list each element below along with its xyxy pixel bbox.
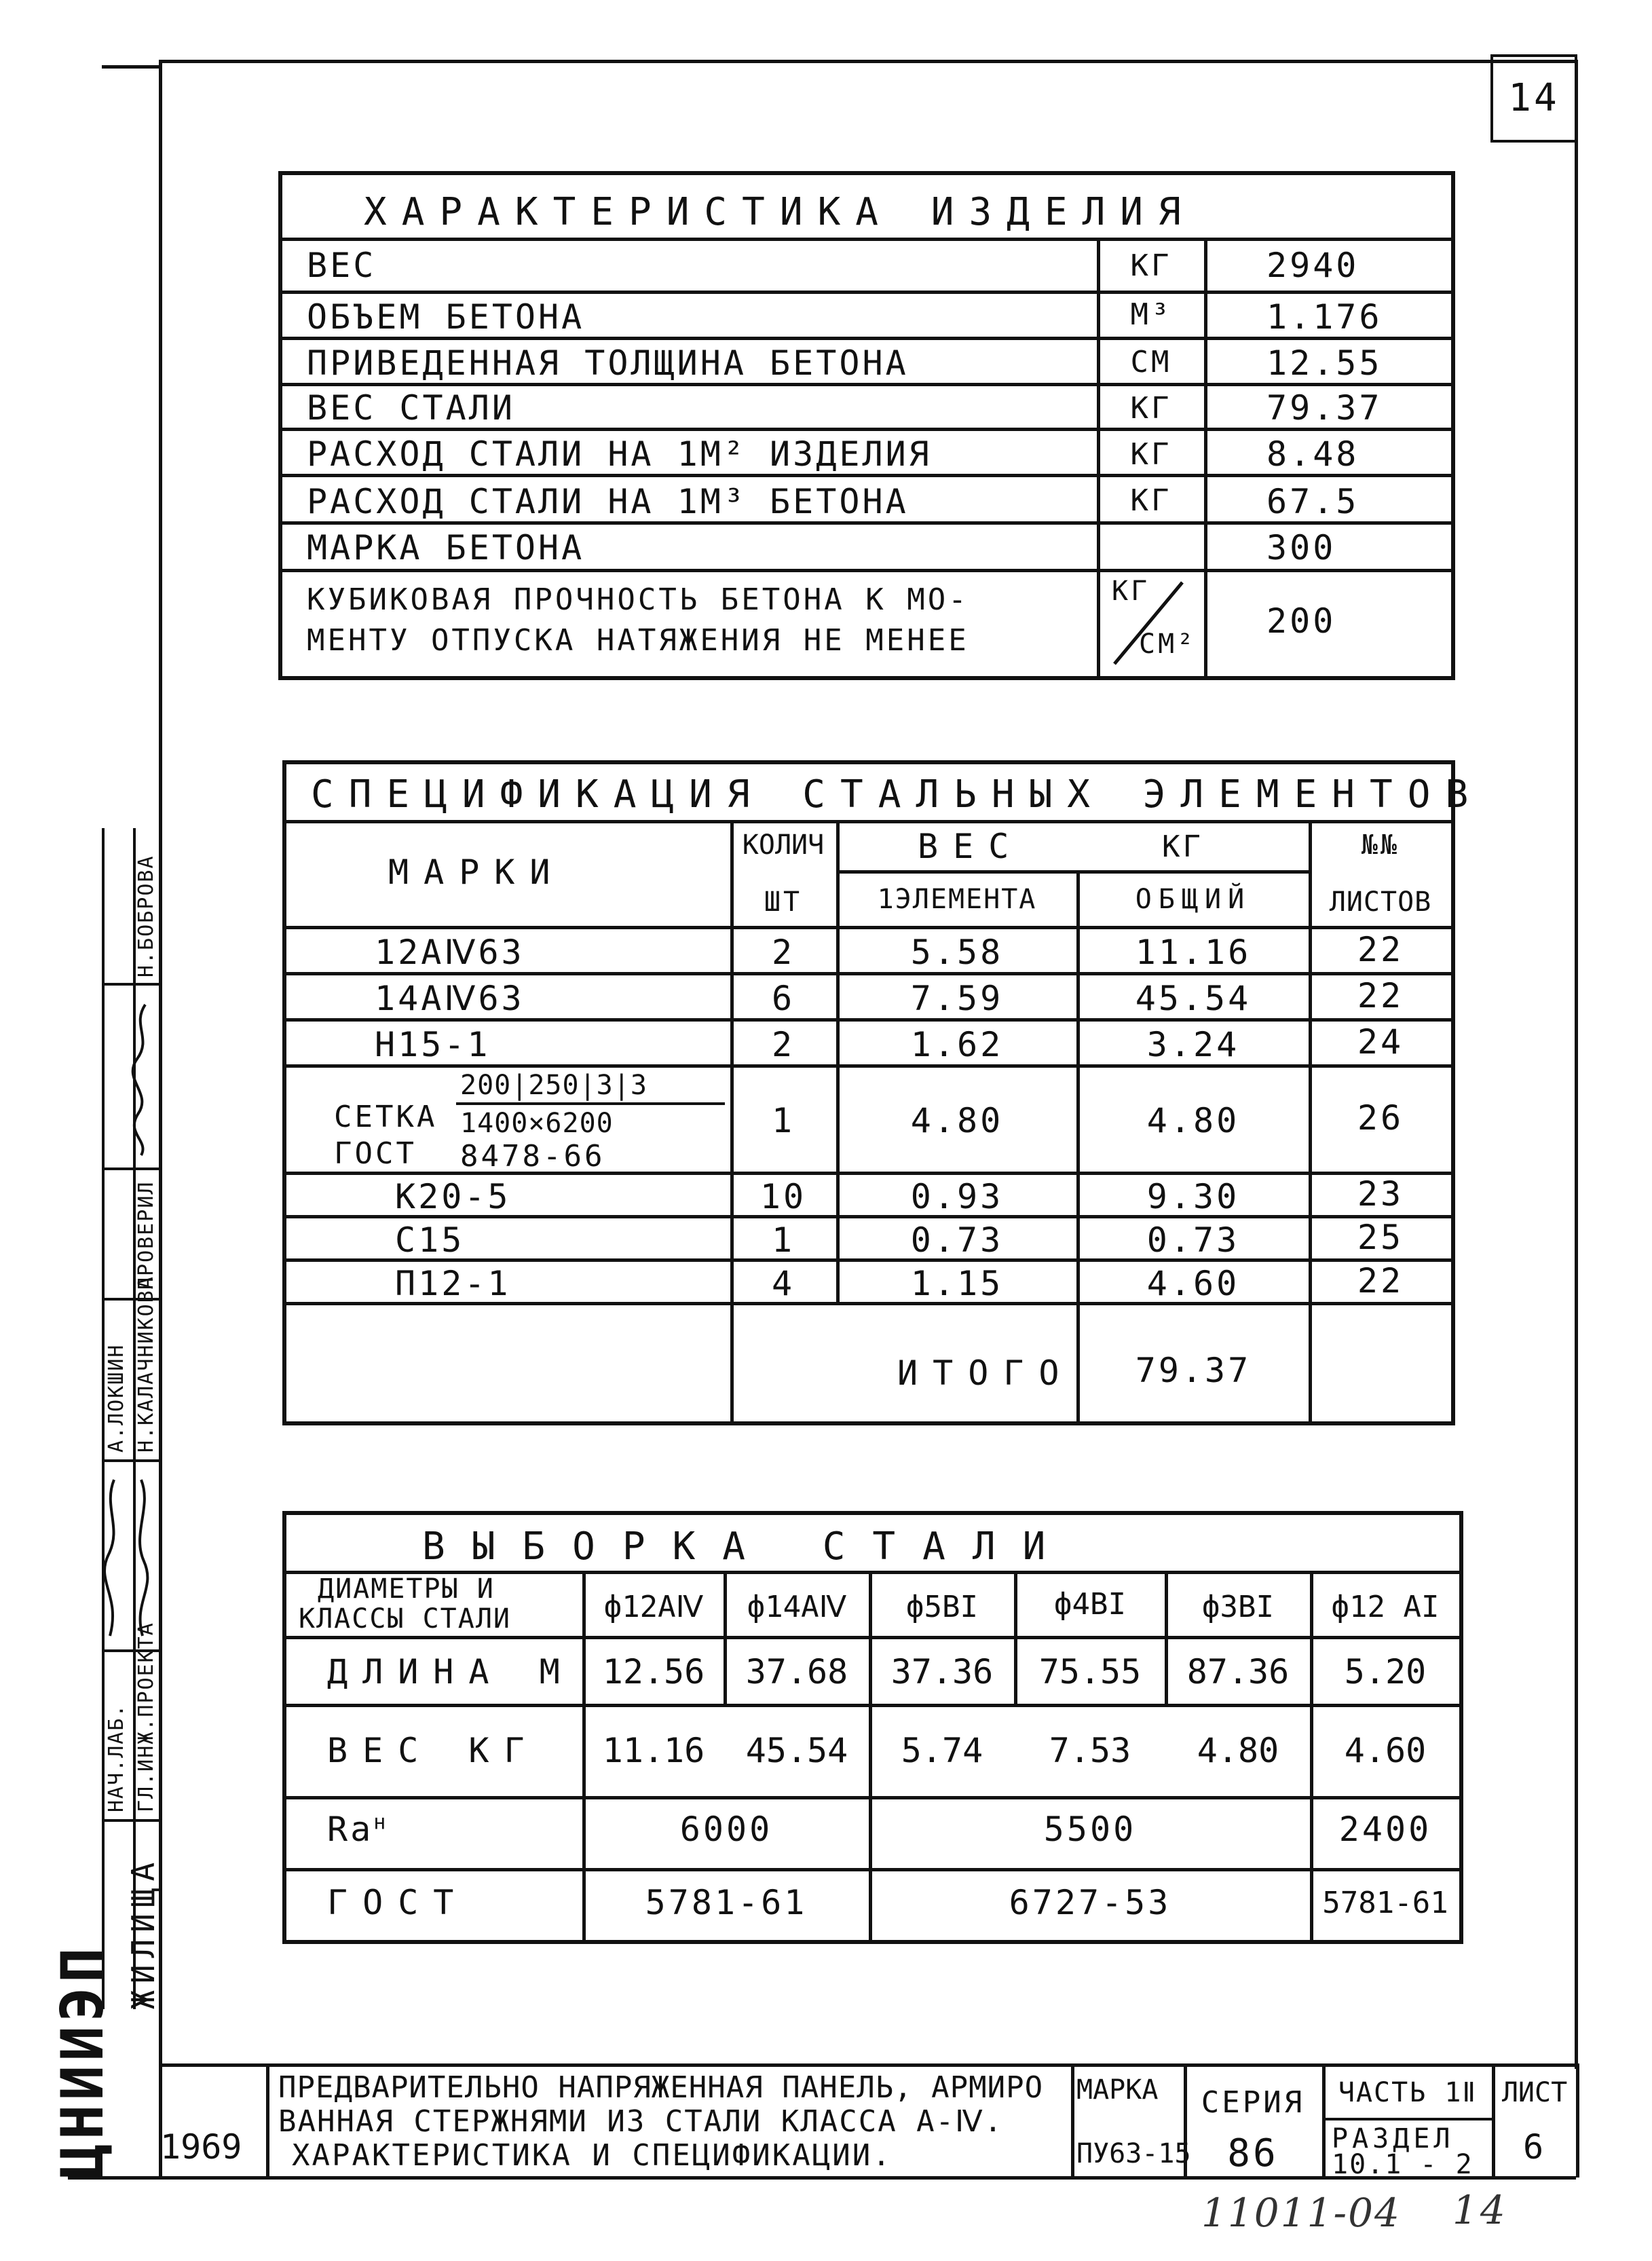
footer-code: 11011-04 (1201, 2190, 1401, 2236)
spec-mark: П12-1 (395, 1264, 511, 1303)
char-unit: СМ (1130, 345, 1172, 379)
selection-ra-sup: н (373, 1810, 389, 1835)
selection-gost-value: 6727-53 (1009, 1883, 1171, 1922)
selection-length: 5.20 (1344, 1652, 1427, 1692)
characteristics-table (278, 171, 1455, 680)
char-unit-bottom: СМ² (1139, 629, 1197, 660)
divider (282, 291, 1451, 294)
spec-mark: 12АⅣ63 (375, 933, 525, 972)
stamp-lab-head-name: А.ЛОКШИН (105, 1343, 128, 1453)
spec-mesh-spec-gost: 8478-66 (460, 1139, 605, 1174)
selection-weight: 4.60 (1344, 1731, 1427, 1770)
char-label: РАСХОД СТАЛИ НА 1М² ИЗДЕЛИЯ (307, 434, 932, 474)
selection-gost-label: ГОСТ (327, 1883, 469, 1922)
spec-mesh-gost-label: ГОСТ (334, 1136, 417, 1171)
signature-project-head (125, 1473, 157, 1643)
selection-weight: 45.54 (745, 1731, 848, 1770)
sheet-number: 14 (1508, 76, 1560, 120)
divider (286, 1868, 1459, 1871)
spec-qty: 4 (771, 1264, 795, 1303)
selection-weight: 5.74 (901, 1731, 983, 1770)
selection-ra-value: 5500 (1043, 1810, 1137, 1849)
char-value: 8.48 (1266, 434, 1359, 474)
divider (286, 1704, 1459, 1707)
stamp-project-head-name: Н.КАЛАЧНИКОВА (134, 1275, 158, 1453)
char-value: 1.176 (1266, 297, 1383, 337)
divider (286, 1064, 1451, 1068)
spec-sheet: 22 (1357, 976, 1404, 1015)
char-unit-top: КГ (1112, 576, 1150, 607)
char-value: 200 (1266, 601, 1336, 641)
char-value: 2940 (1266, 246, 1359, 285)
title-sheet-value: 6 (1522, 2127, 1547, 2167)
spec-per: 1.62 (910, 1025, 1004, 1064)
divider (282, 521, 1451, 525)
spec-header-qty-unit: ШТ (764, 886, 803, 918)
spec-per: 0.73 (910, 1220, 1004, 1260)
char-label: ВЕС (307, 246, 377, 285)
divider (1322, 2118, 1492, 2120)
title-mark-label: МАРКА (1076, 2074, 1159, 2106)
stamp-lab-head-label: НАЧ.ЛАБ. (105, 1703, 128, 1812)
selection-length: 87.36 (1186, 1652, 1290, 1692)
divider (282, 337, 1451, 340)
spec-per: 7.59 (910, 979, 1004, 1018)
spec-mark: С15 (395, 1220, 465, 1260)
selection-length: 12.56 (602, 1652, 705, 1692)
spec-header-qty: КОЛИЧ (742, 829, 825, 861)
char-label: ПРИВЕДЕННАЯ ТОЛЩИНА БЕТОНА (307, 343, 909, 383)
title-description-line2: ВАННАЯ СТЕРЖНЯМИ ИЗ СТАЛИ КЛАССА А-Ⅳ. (278, 2104, 1004, 2139)
spec-qty: 10 (759, 1177, 807, 1216)
char-label: МАРКА БЕТОНА (307, 528, 585, 567)
selection-length: 37.36 (890, 1652, 994, 1692)
divider (836, 870, 1309, 874)
spec-total: 9.30 (1146, 1177, 1240, 1216)
characteristics-title: ХАРАКТЕРИСТИКА ИЗДЕЛИЯ (364, 190, 1196, 234)
selection-ra-value: 6000 (679, 1810, 773, 1849)
divider (266, 2063, 269, 2178)
spec-sheet: 25 (1357, 1218, 1404, 1257)
char-unit: КГ (1130, 248, 1172, 283)
signature-checked (125, 998, 157, 1161)
selection-weight: 4.80 (1197, 1731, 1279, 1770)
sheet-number-box (1490, 54, 1577, 143)
divider (286, 926, 1451, 929)
spec-mark: 14АⅣ63 (375, 979, 525, 1018)
stamp-checked-name: Н.БОБРОВА (134, 855, 158, 977)
selection-length: 75.55 (1038, 1652, 1142, 1692)
spec-sheet: 24 (1357, 1022, 1404, 1062)
title-section-value: 10.1 - 2 (1332, 2149, 1473, 2180)
title-section-label: РАЗДЕЛ (1332, 2123, 1454, 2154)
spec-header-weight: ВЕС (918, 827, 1024, 866)
stamp-divider (102, 1167, 159, 1170)
spec-mark: Н15-1 (375, 1025, 491, 1064)
char-unit: КГ (1130, 437, 1172, 472)
selection-column: ф12АⅣ (603, 1590, 704, 1624)
stamp-project-head-label: ГЛ.ИНЖ.ПРОЕКТА (134, 1622, 158, 1812)
divider (1071, 2063, 1074, 2178)
stamp-divider (102, 983, 159, 986)
signature-lab-head (95, 1473, 129, 1643)
divider (1204, 238, 1207, 676)
selection-ra-label (327, 1810, 388, 1849)
selection-col-header-line2: КЛАССЫ СТАЛИ (299, 1603, 511, 1634)
selection-gost-value: 5781-61 (1322, 1886, 1448, 1920)
divider (286, 972, 1451, 975)
institute-name: ЖИЛИЩА (125, 1855, 162, 2009)
frame-top (159, 60, 1576, 63)
spec-per: 5.58 (910, 933, 1004, 972)
char-value: 12.55 (1266, 343, 1383, 383)
title-year: 1969 (160, 2127, 242, 2167)
char-value: 67.5 (1266, 482, 1359, 521)
selection-weight-label: ВЕС КГ (327, 1731, 540, 1770)
spec-total: 11.16 (1135, 933, 1252, 972)
selection-column: ф14АⅣ (747, 1590, 847, 1624)
spec-sheet: 26 (1357, 1098, 1404, 1138)
spec-total: 4.60 (1146, 1264, 1240, 1303)
selection-gost-value: 5781-61 (645, 1883, 808, 1922)
spec-sheet: 22 (1357, 930, 1404, 969)
divider (286, 1636, 1459, 1639)
spec-sheet: 23 (1357, 1174, 1404, 1214)
char-label: ОБЪЕМ БЕТОНА (307, 297, 585, 337)
spec-total: 0.73 (1146, 1220, 1240, 1260)
spec-mark: К20-5 (395, 1177, 511, 1216)
title-part-label: ЧАСТЬ 1Ⅱ (1338, 2077, 1478, 2108)
selection-weight: 11.16 (602, 1731, 705, 1770)
title-block-right (1576, 2063, 1579, 2178)
spec-mesh-spec-mid: 1400×6200 (460, 1108, 614, 1139)
spec-per: 0.93 (910, 1177, 1004, 1216)
spec-mesh-fraction-line (456, 1102, 725, 1105)
spec-mesh-label: СЕТКА (334, 1100, 438, 1134)
divider (286, 1018, 1451, 1022)
frame-top-stub (102, 65, 159, 69)
char-label-line2: МЕНТУ ОТПУСКА НАТЯЖЕНИЯ НЕ МЕНЕЕ (307, 623, 969, 658)
spec-header-marks: МАРКИ (388, 853, 565, 892)
steel-selection-table (282, 1511, 1463, 1944)
spec-sheet: 22 (1357, 1261, 1404, 1301)
stamp-divider (102, 1819, 159, 1822)
char-label-line1: КУБИКОВАЯ ПРОЧНОСТЬ БЕТОНА К МО- (307, 582, 969, 617)
divider (286, 820, 1451, 823)
spec-mesh-spec-top: 200|250|3|3 (460, 1070, 647, 1101)
title-series-value: 86 (1227, 2131, 1279, 2175)
title-description-line3: ХАРАКТЕРИСТИКА И СПЕЦИФИКАЦИИ. (292, 2138, 893, 2173)
fraction-slash (1101, 576, 1203, 671)
spec-header-weight-unit: КГ (1162, 829, 1203, 864)
selection-column: ф4ВI (1054, 1587, 1126, 1622)
stamp-checked-label: ПРОВЕРИЛ (134, 1180, 158, 1290)
spec-total-value: 79.37 (1135, 1351, 1252, 1390)
specification-title: СПЕЦИФИКАЦИЯ СТАЛЬНЫХ ЭЛЕМЕНТОВ (311, 772, 1484, 817)
title-series-label: СЕРИЯ (1201, 2085, 1305, 2120)
spec-header-per-element: 1ЭЛЕМЕНТА (877, 884, 1037, 915)
institute-logo: ЦНИИЭП (49, 1943, 117, 2179)
selection-col-header-line1: ДИАМЕТРЫ И (318, 1573, 495, 1605)
selection-weight: 7.53 (1049, 1731, 1131, 1770)
divider (286, 1796, 1459, 1799)
footer-page: 14 (1452, 2187, 1508, 2233)
title-mark-value: ПУ63-15 (1076, 2138, 1191, 2169)
spec-total: 4.80 (1146, 1101, 1240, 1140)
spec-header-sheets-unit: ЛИСТОВ (1329, 886, 1432, 918)
spec-header-total: ОБЩИЙ (1135, 884, 1252, 915)
specification-table (282, 760, 1484, 1425)
selection-title: ВЫБОРКА СТАЛИ (422, 1525, 1073, 1569)
char-unit: КГ (1130, 391, 1172, 426)
spec-total: 3.24 (1146, 1025, 1240, 1064)
title-block-top (159, 2063, 1575, 2067)
title-sheet-label: ЛИСТ (1501, 2077, 1568, 2108)
divider (282, 569, 1451, 572)
frame-right (1575, 60, 1578, 2069)
char-value: 300 (1266, 528, 1336, 567)
selection-ra-label-text: Ra (327, 1810, 374, 1849)
spec-header-sheets: №№ (1361, 829, 1400, 861)
selection-column: ф3ВI (1202, 1590, 1274, 1624)
divider (282, 474, 1451, 477)
char-label: ВЕС СТАЛИ (307, 388, 515, 428)
selection-ra-value: 2400 (1338, 1810, 1432, 1849)
spec-qty: 1 (771, 1101, 795, 1140)
selection-length: 37.68 (745, 1652, 848, 1692)
stamp-divider (102, 1459, 159, 1462)
spec-total-label: ИТОГО (897, 1353, 1074, 1393)
divider (282, 383, 1451, 386)
char-value: 79.37 (1266, 388, 1383, 428)
spec-per: 1.15 (910, 1264, 1004, 1303)
divider (282, 428, 1451, 431)
spec-qty: 6 (771, 979, 795, 1018)
char-unit: М³ (1130, 297, 1172, 332)
spec-qty: 2 (771, 1025, 795, 1064)
title-description-line1: ПРЕДВАРИТЕЛЬНО НАПРЯЖЕННАЯ ПАНЕЛЬ, АРМИРО (278, 2070, 1044, 2105)
char-unit: КГ (1130, 483, 1172, 518)
selection-length-label: ДЛИНА М (327, 1652, 575, 1692)
spec-per: 4.80 (910, 1101, 1004, 1140)
char-label: РАСХОД СТАЛИ НА 1М³ БЕТОНА (307, 482, 909, 521)
selection-column: ф5ВI (906, 1590, 978, 1624)
selection-column: ф12 АI (1331, 1590, 1440, 1624)
spec-qty: 1 (771, 1220, 795, 1260)
divider (282, 238, 1451, 241)
spec-total: 45.54 (1135, 979, 1252, 1018)
spec-qty: 2 (771, 933, 795, 972)
